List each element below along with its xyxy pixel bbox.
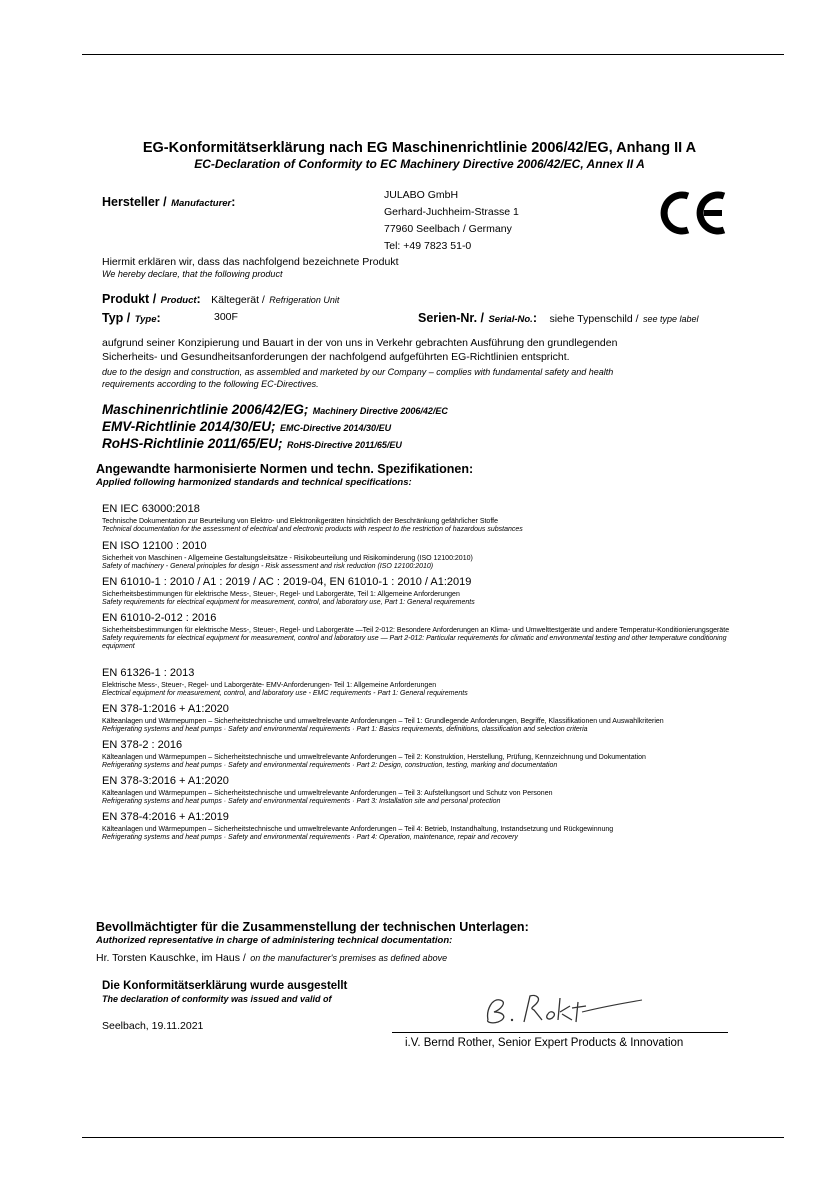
top-rule — [82, 54, 784, 55]
standard-title: EN 61010-2-012 : 2016 — [102, 612, 217, 624]
basis-en-line: due to the design and construction, as assembled and marketed by our Company – complies with fundamental safety and health — [102, 367, 614, 377]
standard-title: EN 378-1:2016 + A1:2020 — [102, 703, 229, 715]
standard-desc-de: Kälteanlagen und Wärmepumpen – Sicherheitstechnische und umweltrelevante Anforderungen – Teil 3: Aufstellungsort und Schutz von Personen — [102, 789, 553, 797]
issued-place-date: Seelbach, 19.11.2021 — [102, 1020, 204, 1032]
directives-list — [102, 402, 448, 453]
basis-de-line: Sicherheits- und Gesundheitsanforderungen der nachfolgend aufgeführten EG-Richtlinien entspricht. — [102, 351, 570, 363]
standard-title: EN 61010-1 : 2010 / A1 : 2019 / AC : 2019-04, EN 61010-1 : 2010 / A1:2019 — [102, 576, 472, 588]
product-colon: : — [196, 292, 201, 306]
standards-heading-de: Angewandte harmonisierte Normen und techn. Spezifikationen: — [96, 462, 474, 476]
authorized-name-en: on the manufacturer's premises as defined above — [250, 953, 448, 963]
manufacturer-address — [384, 187, 519, 255]
standards-heading-en: Applied following harmonized standards and technical specifications: — [96, 477, 412, 488]
type-label-de: Typ / — [102, 311, 131, 325]
title-de: EG-Konformitätserklärung nach EG Maschinenrichtlinie 2006/42/EG, Anhang II A — [142, 140, 697, 156]
standard-item — [102, 775, 742, 806]
directive-item — [102, 402, 448, 419]
product-value-en: Refrigeration Unit — [269, 295, 340, 305]
standard-desc-en: Refrigerating systems and heat pumps · Safety and environmental requirements · Part 1: Basics requirements, definitions, classification and selection criteria — [102, 725, 588, 733]
issued-heading-en: The declaration of conformity was issued and valid of — [102, 994, 332, 1004]
signature-line — [392, 1032, 728, 1033]
standard-title: EN 378-4:2016 + A1:2019 — [102, 811, 229, 823]
address-street: Gerhard-Juchheim-Strasse 1 — [384, 206, 519, 218]
authorized-heading-en: Authorized representative in charge of administering technical documentation: — [96, 935, 453, 946]
standard-desc-en: Safety requirements for electrical equipment for measurement, control and laboratory use — Part 2-012: Particular requirements for climatic and environmental testing and other temperature conditioning equipment — [102, 634, 727, 650]
basis-en-line: requirements according to the following EC-Directives. — [102, 379, 319, 389]
authorized-name-de: Hr. Torsten Kauschke, im Haus / — [96, 952, 246, 964]
standard-title: EN ISO 12100 : 2010 — [102, 540, 207, 552]
standard-desc-en: Electrical equipment for measurement, control, and laboratory use - EMC requirements - Part 1: General requirements — [102, 689, 468, 697]
standard-desc-en: Safety of machinery - General principles for design - Risk assessment and risk reduction (ISO 12100:2010) — [102, 562, 434, 570]
product-label-de: Produkt / — [102, 292, 157, 306]
standard-item — [102, 667, 742, 698]
directive-item — [102, 436, 448, 453]
standard-desc-en: Refrigerating systems and heat pumps · Safety and environmental requirements · Part 2: Design, construction, testing, marking and documentation — [102, 761, 558, 769]
basis-de — [102, 336, 617, 364]
basis-en — [102, 366, 613, 390]
standard-item — [102, 703, 742, 734]
directive-en: RoHS-Directive 2011/65/EU — [287, 440, 402, 450]
authorized-heading-de: Bevollmächtigter für die Zusammenstellung der technischen Unterlagen: — [96, 920, 529, 934]
issued-heading-de: Die Konformitätserklärung wurde ausgestellt — [102, 980, 348, 992]
serial-colon: : — [532, 311, 537, 325]
intro-de: Hiermit erklären wir, dass das nachfolgend bezeichnete Produkt — [102, 256, 399, 268]
standard-desc-de: Kälteanlagen und Wärmepumpen – Sicherheitstechnische und umweltrelevante Anforderungen – Teil 1: Grundlegende Anforderungen, Begriffe, Klassifikationen und Auswahlkriterien — [102, 717, 664, 725]
standard-desc-de: Sicherheit von Maschinen - Allgemeine Gestaltungsleitsätze - Risikobeurteilung und Risikominderung (ISO 12100:2010) — [102, 554, 473, 562]
serial-value-en: see type label — [643, 314, 699, 324]
ce-mark-logo — [660, 190, 728, 236]
type-value: 300F — [214, 311, 238, 323]
product-label-en: Product — [160, 295, 197, 306]
type-row — [102, 309, 161, 327]
basis-de-line: aufgrund seiner Konzipierung und Bauart in der von uns in Verkehr gebrachten Ausführung den grundlegenden — [102, 337, 618, 349]
manufacturer-label-en: Manufacturer — [171, 198, 232, 209]
product-value-de: Kältegerät / — [211, 294, 265, 306]
standard-desc-en: Refrigerating systems and heat pumps · Safety and environmental requirements · Part 4: Operation, maintenance, repair and recovery — [102, 833, 518, 841]
standard-item — [102, 540, 742, 571]
bottom-rule — [82, 1137, 784, 1138]
serial-label-de: Serien-Nr. / — [418, 311, 484, 325]
signer-name: i.V. Bernd Rother, Senior Expert Products & Innovation — [405, 1037, 684, 1049]
directive-en: Machinery Directive 2006/42/EC — [312, 406, 448, 416]
standard-item — [102, 576, 742, 607]
standard-item — [102, 503, 742, 534]
standard-title: EN 378-2 : 2016 — [102, 739, 183, 751]
standard-desc-de: Elektrische Mess-, Steuer-, Regel- und Laborgeräte- EMV-Anforderungen- Teil 1: Allgemeine Anforderungen — [102, 681, 437, 689]
standard-item — [102, 811, 742, 842]
type-label-en: Type — [134, 314, 157, 325]
standard-desc-de: Kälteanlagen und Wärmepumpen – Sicherheitstechnische und umweltrelevante Anforderungen – Teil 4: Betrieb, Instandhaltung, Instandsetzung und Rückgewinnung — [102, 825, 614, 833]
standard-desc-de: Technische Dokumentation zur Beurteilung von Elektro- und Elektronikgeräten hinsichtlich der Beschränkung gefährlicher Stoffe — [102, 517, 498, 525]
directive-de: EMV-Richtlinie 2014/30/EU; — [102, 419, 276, 434]
standard-item — [102, 739, 742, 770]
manufacturer-label-de: Hersteller / — [102, 195, 167, 209]
standard-desc-en: Safety requirements for electrical equipment for measurement, control, and laboratory use, Part 1: General requirements — [102, 598, 475, 606]
type-colon: : — [156, 311, 161, 325]
directive-de: RoHS-Richtlinie 2011/65/EU; — [102, 436, 283, 451]
product-row — [102, 290, 339, 308]
manufacturer-colon: : — [231, 195, 236, 209]
serial-value-de: siehe Typenschild / — [549, 313, 639, 325]
standard-desc-en: Technical documentation for the assessment of electrical and electronic products with respect to the restriction of hazardous substances — [102, 525, 523, 533]
directive-item — [102, 419, 448, 436]
serial-row — [418, 309, 699, 327]
directive-en: EMC-Directive 2014/30/EU — [280, 423, 392, 433]
standard-desc-en: Refrigerating systems and heat pumps · Safety and environmental requirements · Part 3: Installation site and personal protection — [102, 797, 501, 805]
intro-en: We hereby declare, that the following product — [102, 269, 283, 279]
standard-item — [102, 612, 742, 651]
standard-desc-de: Sicherheitsbestimmungen für elektrische Mess-, Steuer-, Regel- und Laborgeräte —Teil 2-012: Besondere Anforderungen an Klima- und Umwelttestgeräte und andere Temperatur-Konditionierungsgeräte — [102, 626, 730, 634]
manufacturer-label — [102, 193, 235, 211]
standard-desc-de: Kälteanlagen und Wärmepumpen – Sicherheitstechnische und umweltrelevante Anforderungen – Teil 2: Konstruktion, Herstellung, Prüfung, Kennzeichnung und Dokumentation — [102, 753, 646, 761]
standard-desc-de: Sicherheitsbestimmungen für elektrische Mess-, Steuer-, Regel- und Laborgeräte, Teil 1: Allgemeine Anforderungen — [102, 590, 460, 598]
address-phone: Tel: +49 7823 51-0 — [384, 240, 472, 252]
address-city: 77960 Seelbach / Germany — [384, 223, 512, 235]
standard-title: EN 378-3:2016 + A1:2020 — [102, 775, 229, 787]
authorized-name — [96, 948, 447, 966]
title-en: EC-Declaration of Conformity to EC Machinery Directive 2006/42/EC, Annex II A — [194, 157, 645, 171]
handwritten-signature — [478, 988, 648, 1028]
serial-label-en: Serial-No. — [488, 314, 533, 325]
standard-title: EN 61326-1 : 2013 — [102, 667, 195, 679]
standard-title: EN IEC 63000:2018 — [102, 503, 200, 515]
directive-de: Maschinenrichtlinie 2006/42/EG; — [102, 402, 309, 417]
address-company: JULABO GmbH — [384, 189, 459, 201]
